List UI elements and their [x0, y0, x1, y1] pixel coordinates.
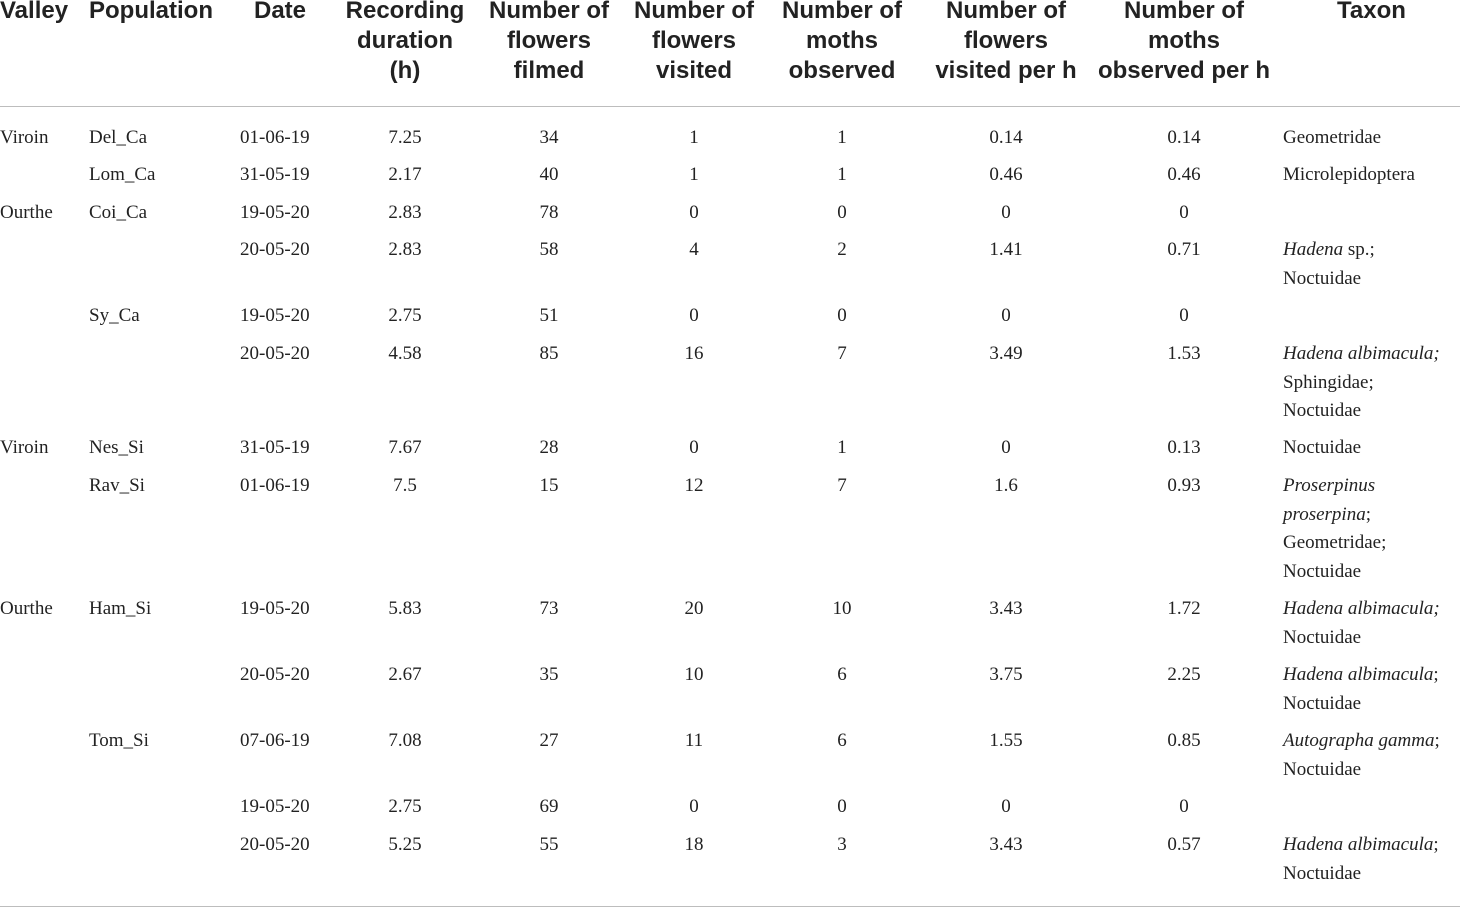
- cell-valley: Ourthe: [0, 202, 53, 223]
- cell-date: 01-06-19: [240, 475, 310, 496]
- cell-moths-observed: 1: [837, 127, 847, 148]
- cell-flowers-visited-per-h: 0: [1001, 305, 1011, 326]
- cell-flowers-visited: 18: [684, 834, 704, 855]
- cell-moths-observed-per-h: 0.13: [1167, 437, 1201, 458]
- cell-flowers-visited: 0: [689, 305, 699, 326]
- cell-flowers-filmed: 73: [539, 598, 559, 619]
- header-line: observed per h: [1097, 57, 1271, 84]
- header-valley: Valley: [0, 0, 69, 24]
- header-flowers-visited-per-h: [926, 0, 1086, 86]
- taxon-line: [1283, 831, 1460, 860]
- header-flowers-visited: [624, 0, 764, 86]
- cell-flowers-visited: 0: [689, 202, 699, 223]
- taxon-text: Noctuidae: [1283, 758, 1362, 780]
- header-line: Number of: [489, 0, 609, 24]
- taxon-line: [1283, 624, 1460, 653]
- cell-duration: 2.75: [388, 305, 422, 326]
- taxon-line: [1283, 558, 1460, 587]
- cell-date: 20-05-20: [240, 664, 310, 685]
- taxon-text: ;: [1365, 503, 1371, 525]
- cell-duration: 2.17: [388, 164, 422, 185]
- taxon-text: sp.;: [1343, 239, 1375, 260]
- header-line: moths: [806, 27, 878, 54]
- header-line: Number of: [946, 0, 1066, 24]
- header-line: duration: [357, 27, 453, 54]
- cell-population: Lom_Ca: [89, 164, 156, 185]
- cell-flowers-visited-per-h: 0: [1001, 437, 1011, 458]
- cell-flowers-filmed: 51: [539, 305, 559, 326]
- cell-taxon: [1283, 434, 1460, 463]
- taxon-line: [1283, 236, 1460, 265]
- cell-taxon: [1283, 595, 1460, 652]
- cell-moths-observed-per-h: 0.57: [1167, 834, 1201, 855]
- taxon-name-italic: Hadena albimacula: [1283, 834, 1434, 855]
- taxon-line: [1283, 529, 1460, 558]
- cell-taxon: [1283, 124, 1460, 153]
- taxon-line: [1283, 265, 1460, 294]
- taxon-line: [1283, 472, 1460, 501]
- cell-duration: 5.25: [388, 834, 422, 855]
- cell-population: Sy_Ca: [89, 305, 140, 326]
- taxon-text: Noctuidae: [1283, 437, 1362, 458]
- header-recording-duration: [335, 0, 475, 86]
- cell-taxon: [1283, 831, 1460, 888]
- taxon-text: Sphingidae;: [1283, 371, 1374, 393]
- taxon-text: Noctuidae: [1283, 400, 1362, 422]
- cell-moths-observed-per-h: 0.85: [1167, 730, 1201, 751]
- cell-moths-observed-per-h: 1.53: [1167, 343, 1201, 364]
- cell-flowers-filmed: 58: [539, 239, 559, 260]
- cell-moths-observed: 1: [837, 164, 847, 185]
- header-line: Recording: [345, 0, 465, 24]
- cell-flowers-visited: 0: [689, 437, 699, 458]
- cell-taxon: [1283, 661, 1460, 718]
- taxon-name-italic: Autographa gamma: [1283, 730, 1435, 751]
- taxon-text: ;: [1433, 834, 1439, 855]
- cell-flowers-visited: 1: [689, 127, 699, 148]
- taxon-text: Geometridae: [1283, 127, 1382, 148]
- cell-moths-observed-per-h: 2.25: [1167, 664, 1201, 685]
- cell-flowers-filmed: 55: [539, 834, 559, 855]
- taxon-line: [1283, 501, 1460, 530]
- cell-moths-observed: 0: [837, 202, 847, 223]
- cell-date: 20-05-20: [240, 239, 310, 260]
- cell-moths-observed: 1: [837, 437, 847, 458]
- header-rule: [0, 106, 1460, 107]
- taxon-name-italic: Proserpinus: [1283, 475, 1376, 496]
- cell-moths-observed: 7: [837, 343, 847, 364]
- taxon-line: [1283, 727, 1460, 756]
- cell-date: 31-05-19: [240, 164, 310, 185]
- cell-flowers-visited-per-h: 0: [1001, 202, 1011, 223]
- cell-flowers-filmed: 78: [539, 202, 559, 223]
- header-line: moths: [1148, 27, 1220, 54]
- cell-duration: 7.25: [388, 127, 422, 148]
- header-taxon: Taxon: [1337, 0, 1406, 24]
- taxon-text: ;: [1434, 730, 1440, 751]
- cell-flowers-visited: 4: [689, 239, 699, 260]
- cell-duration: 2.75: [388, 796, 422, 817]
- taxon-line: [1283, 124, 1460, 153]
- cell-duration: 2.83: [388, 202, 422, 223]
- taxon-line: [1283, 369, 1460, 398]
- taxon-line: [1283, 690, 1460, 719]
- header-line: filmed: [513, 57, 585, 84]
- cell-flowers-visited: 16: [684, 343, 704, 364]
- cell-flowers-visited-per-h: 1.6: [994, 475, 1018, 496]
- cell-date: 20-05-20: [240, 834, 310, 855]
- cell-moths-observed: 0: [837, 305, 847, 326]
- cell-flowers-visited: 1: [689, 164, 699, 185]
- cell-flowers-visited-per-h: 3.49: [989, 343, 1023, 364]
- cell-population: Tom_Si: [89, 730, 149, 751]
- cell-flowers-filmed: 27: [539, 730, 559, 751]
- cell-flowers-visited-per-h: 0: [1001, 796, 1011, 817]
- cell-population: Rav_Si: [89, 475, 145, 496]
- cell-moths-observed: 6: [837, 664, 847, 685]
- cell-flowers-visited: 12: [684, 475, 704, 496]
- taxon-line: [1283, 434, 1460, 463]
- taxon-line: [1283, 595, 1460, 624]
- cell-date: 31-05-19: [240, 437, 310, 458]
- cell-duration: 2.67: [388, 664, 422, 685]
- cell-moths-observed: 7: [837, 475, 847, 496]
- cell-flowers-filmed: 69: [539, 796, 559, 817]
- header-line: visited: [655, 57, 733, 84]
- taxon-line: [1283, 340, 1460, 369]
- header-line: Number of: [634, 0, 754, 24]
- cell-moths-observed-per-h: 0: [1179, 202, 1189, 223]
- cell-moths-observed-per-h: 0: [1179, 305, 1189, 326]
- taxon-text: Geometridae;: [1283, 532, 1387, 554]
- header-line: observed: [788, 57, 896, 84]
- header-moths-observed: [772, 0, 912, 86]
- taxon-text: ;: [1433, 664, 1439, 685]
- cell-duration: 4.58: [388, 343, 422, 364]
- cell-flowers-filmed: 15: [539, 475, 559, 496]
- taxon-line: [1283, 161, 1460, 190]
- cell-moths-observed-per-h: 0.71: [1167, 239, 1201, 260]
- bottom-rule: [0, 906, 1460, 907]
- cell-flowers-visited: 11: [684, 730, 704, 751]
- cell-moths-observed: 3: [837, 834, 847, 855]
- cell-taxon: [1283, 727, 1460, 784]
- cell-flowers-filmed: 85: [539, 343, 559, 364]
- taxon-text: Noctuidae: [1283, 626, 1362, 648]
- cell-flowers-filmed: 35: [539, 664, 559, 685]
- taxon-name-italic: Hadena albimacula;: [1283, 598, 1440, 619]
- cell-flowers-visited-per-h: 3.43: [989, 598, 1023, 619]
- cell-duration: 7.5: [393, 475, 417, 496]
- header-line: visited per h: [935, 57, 1077, 84]
- cell-population: Del_Ca: [89, 127, 148, 148]
- taxon-name-italic: Hadena: [1283, 239, 1344, 260]
- cell-taxon: [1283, 161, 1460, 190]
- cell-moths-observed: 10: [832, 598, 852, 619]
- taxon-line: [1283, 397, 1460, 426]
- cell-date: 20-05-20: [240, 343, 310, 364]
- cell-moths-observed-per-h: 0: [1179, 796, 1189, 817]
- cell-moths-observed-per-h: 0.14: [1167, 127, 1201, 148]
- cell-moths-observed-per-h: 0.46: [1167, 164, 1201, 185]
- cell-date: 19-05-20: [240, 598, 310, 619]
- taxon-line: [1283, 860, 1460, 889]
- cell-flowers-filmed: 28: [539, 437, 559, 458]
- cell-date: 01-06-19: [240, 127, 310, 148]
- cell-flowers-visited-per-h: 0.46: [989, 164, 1023, 185]
- cell-flowers-visited-per-h: 3.43: [989, 834, 1023, 855]
- taxon-name-italic: Hadena albimacula;: [1283, 343, 1440, 364]
- cell-flowers-visited: 10: [684, 664, 704, 685]
- cell-duration: 7.67: [388, 437, 422, 458]
- cell-valley: Viroin: [0, 127, 49, 148]
- cell-flowers-visited: 0: [689, 796, 699, 817]
- taxon-name-italic: Hadena albimacula: [1283, 664, 1434, 685]
- taxon-name-italic: proserpina: [1283, 503, 1366, 525]
- cell-population: Coi_Ca: [89, 202, 148, 223]
- cell-taxon: [1283, 236, 1460, 293]
- header-line: flowers: [651, 27, 737, 54]
- cell-flowers-filmed: 40: [539, 164, 559, 185]
- cell-taxon: [1283, 472, 1460, 587]
- cell-valley: Ourthe: [0, 598, 53, 619]
- cell-taxon: [1283, 340, 1460, 426]
- header-moths-observed-per-h: [1094, 0, 1274, 86]
- header-population: Population: [89, 0, 213, 24]
- header-date: Date: [254, 0, 307, 24]
- cell-flowers-visited-per-h: 3.75: [989, 664, 1023, 685]
- cell-date: 19-05-20: [240, 202, 310, 223]
- cell-duration: 7.08: [388, 730, 422, 751]
- cell-moths-observed: 6: [837, 730, 847, 751]
- cell-moths-observed-per-h: 0.93: [1167, 475, 1201, 496]
- header-flowers-filmed: [479, 0, 619, 86]
- header-line: flowers: [506, 27, 592, 54]
- header-line: flowers: [963, 27, 1049, 54]
- cell-moths-observed-per-h: 1.72: [1167, 598, 1201, 619]
- cell-moths-observed: 0: [837, 796, 847, 817]
- taxon-text: Noctuidae: [1283, 561, 1362, 583]
- cell-flowers-visited-per-h: 0.14: [989, 127, 1023, 148]
- taxon-text: Noctuidae: [1283, 267, 1362, 289]
- cell-date: 19-05-20: [240, 796, 310, 817]
- taxon-text: Microlepidoptera: [1283, 164, 1415, 185]
- cell-moths-observed: 2: [837, 239, 847, 260]
- cell-flowers-visited-per-h: 1.41: [989, 239, 1023, 260]
- taxon-line: [1283, 756, 1460, 785]
- taxon-text: Noctuidae: [1283, 692, 1362, 714]
- cell-duration: 5.83: [388, 598, 422, 619]
- cell-date: 19-05-20: [240, 305, 310, 326]
- cell-population: Ham_Si: [89, 598, 152, 619]
- cell-flowers-filmed: 34: [539, 127, 559, 148]
- header-line: (h): [389, 57, 421, 84]
- cell-duration: 2.83: [388, 239, 422, 260]
- taxon-text: Noctuidae: [1283, 862, 1362, 884]
- cell-date: 07-06-19: [240, 730, 310, 751]
- cell-flowers-visited: 20: [684, 598, 704, 619]
- header-line: Number of: [1124, 0, 1244, 24]
- taxon-line: [1283, 661, 1460, 690]
- cell-flowers-visited-per-h: 1.55: [989, 730, 1023, 751]
- header-line: Number of: [782, 0, 902, 24]
- cell-population: Nes_Si: [89, 437, 144, 458]
- cell-valley: Viroin: [0, 437, 49, 458]
